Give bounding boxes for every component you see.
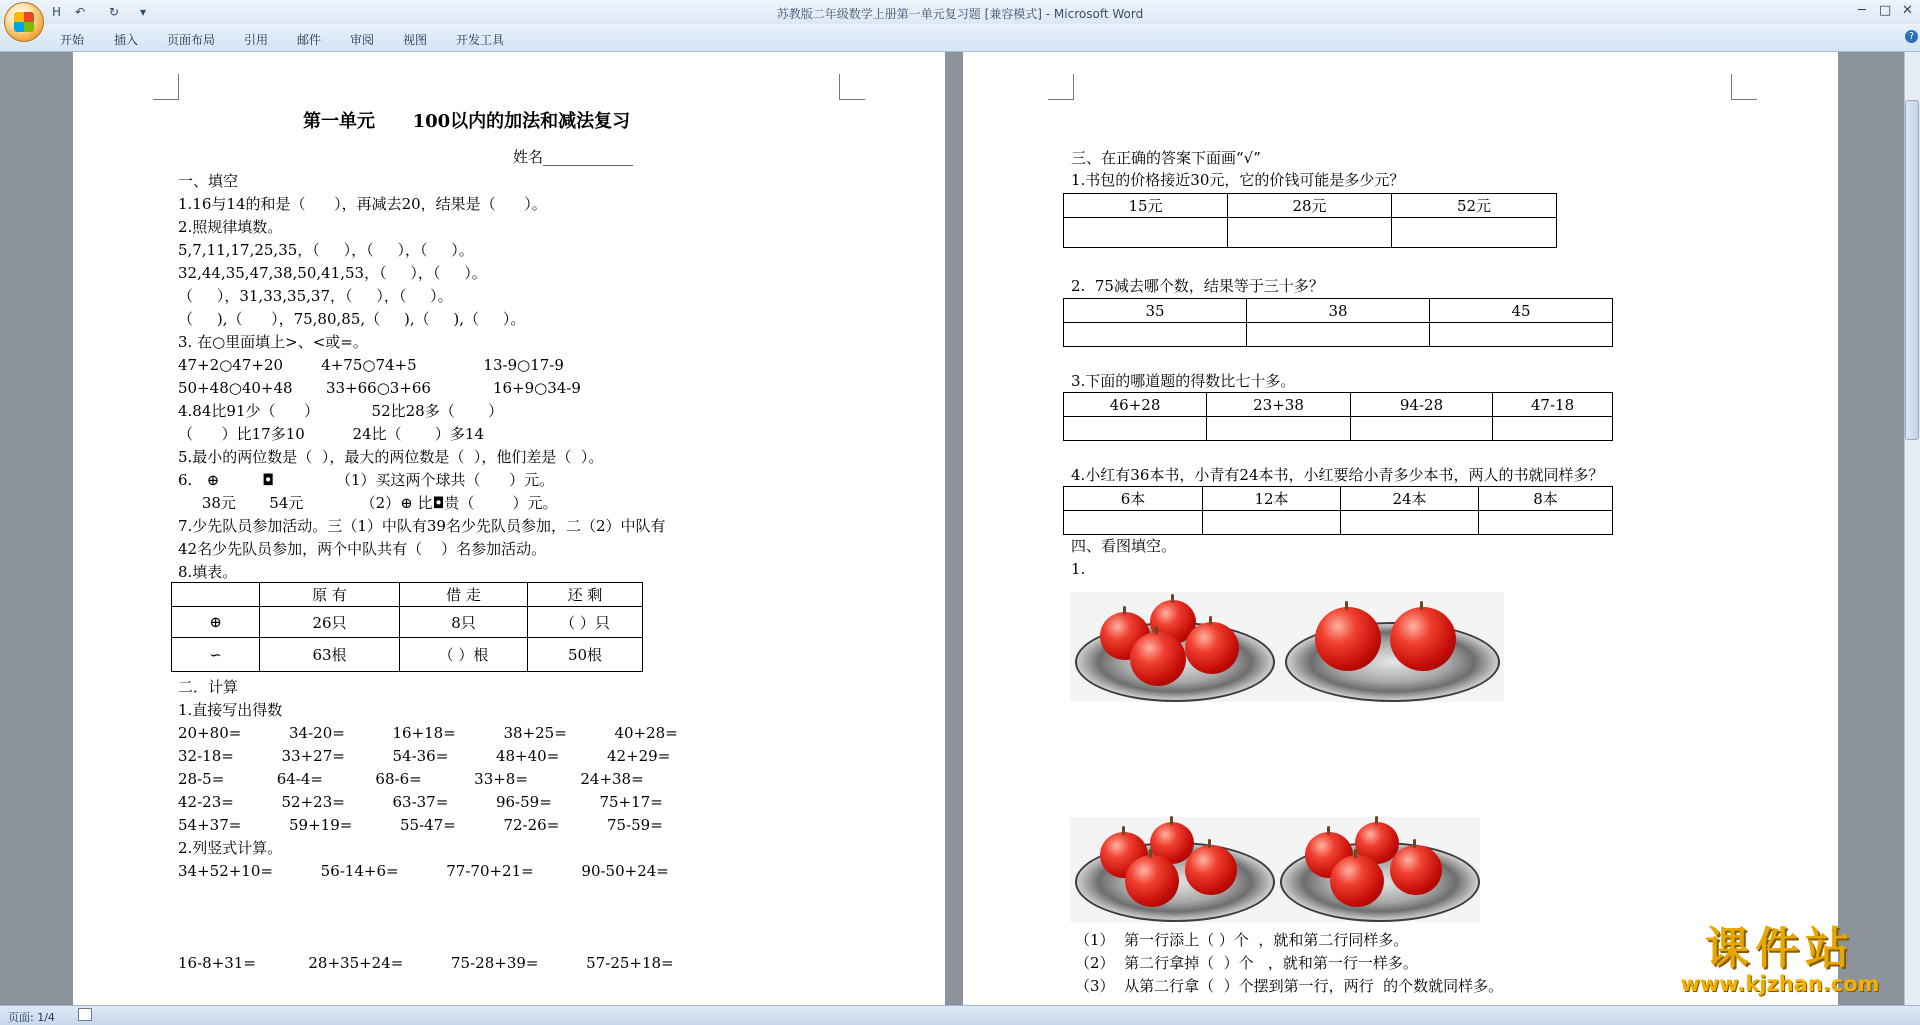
calc-line: 34+52+10= 56-14+6= 77-70+21= 90-50+24= xyxy=(178,862,669,880)
status-bar xyxy=(0,1005,1920,1025)
option-cell: 52元 xyxy=(1392,194,1557,218)
table-cell: 26只 xyxy=(260,607,400,638)
name-line: 姓名____________ xyxy=(513,148,634,166)
option-cell: 45 xyxy=(1430,299,1613,323)
question-line: （ ），31,33,35,37，（ ），（ ）。 xyxy=(178,287,453,305)
option-cell: 94-28 xyxy=(1351,393,1493,417)
option-cell: 28元 xyxy=(1228,194,1392,218)
question-line: 8.填表。 xyxy=(178,563,238,581)
q4-line: （2） 第二行拿掉（ ）个 ，就和第一行一样多。 xyxy=(1075,954,1418,972)
table-cell: 63根 xyxy=(260,638,400,672)
table-row xyxy=(172,638,643,672)
q3-4-table xyxy=(1063,486,1613,535)
question-line: 1.16与14的和是（ ），再减去20，结果是（ ）。 xyxy=(178,195,547,213)
question-line: 6. ⊕ ◘ （1）买这两个球共（ ）元。 xyxy=(178,471,555,489)
scrollbar-thumb[interactable] xyxy=(1905,100,1919,440)
table-cell: ⊕ xyxy=(172,607,260,638)
proofing-icon[interactable] xyxy=(78,1008,92,1021)
answer-cell[interactable] xyxy=(1207,417,1351,441)
answer-cell[interactable] xyxy=(1341,511,1479,535)
tab-insert[interactable]: 插入 xyxy=(114,33,139,47)
document-page-2[interactable] xyxy=(963,52,1838,1005)
q3-2-text: 2. 75减去哪个数，结果等于三十多？ xyxy=(1071,277,1324,295)
calc-line: 32-18= 33+27= 54-36= 48+40= 42+29= xyxy=(178,747,671,765)
calc-line: 2.列竖式计算。 xyxy=(178,839,283,857)
option-cell: 24本 xyxy=(1341,487,1479,511)
answer-cell[interactable] xyxy=(1203,511,1341,535)
table-header xyxy=(172,583,260,607)
question-line: 47+2○47+20 4+75○74+5 13-9○17-9 xyxy=(178,356,564,374)
q4-1-label: 1. xyxy=(1071,560,1086,578)
save-icon[interactable]: H xyxy=(52,5,62,19)
option-cell: 38 xyxy=(1247,299,1430,323)
question-line: 一、填空 xyxy=(178,172,239,190)
calc-line: 16-8+31= 28+35+24= 75-28+39= 57-25+18= xyxy=(178,954,674,972)
table-header: 还 剩 xyxy=(528,583,643,607)
option-cell: 46+28 xyxy=(1064,393,1207,417)
minimize-button[interactable]: ─ xyxy=(1858,3,1866,18)
calc-line: 54+37= 59+19= 55-47= 72-26= 75-59= xyxy=(178,816,663,834)
apple xyxy=(1390,845,1442,895)
apple xyxy=(1185,845,1237,895)
table-cell: （ ）只 xyxy=(528,607,643,638)
question-line: 7.少先队员参加活动。三（1）中队有39名少先队员参加，二（2）中队有 xyxy=(178,517,666,535)
undo-icon[interactable]: ↶ xyxy=(75,5,86,19)
option-cell: 15元 xyxy=(1064,194,1228,218)
tab-references[interactable]: 引用 xyxy=(244,33,269,47)
question-line: 4.84比91少（ ） 52比28多（ ） xyxy=(178,402,504,420)
watermark-text: 课件站 xyxy=(1705,923,1855,974)
tab-view[interactable]: 视图 xyxy=(403,33,428,47)
office-button[interactable] xyxy=(4,2,44,42)
calc-line: 二．计算 xyxy=(178,678,239,696)
q3-1-table xyxy=(1063,193,1557,248)
tab-home[interactable]: 开始 xyxy=(60,33,85,47)
table-cell: 50根 xyxy=(528,638,643,672)
page-title: 第一单元 100以内的加法和减法复习 xyxy=(303,111,631,132)
question-line: （ ),（ ），75,80,85,（ ),（ ),（ ）。 xyxy=(178,310,526,328)
question-line: 38元 54元 （2）⊕ 比◘贵（ ）元。 xyxy=(178,494,558,512)
crop-mark xyxy=(1731,74,1757,100)
question-line: 2.照规律填数。 xyxy=(178,218,283,236)
table-header: 原 有 xyxy=(260,583,400,607)
option-cell: 47-18 xyxy=(1493,393,1613,417)
table-row xyxy=(172,607,643,638)
answer-cell[interactable] xyxy=(1064,323,1247,347)
ribbon-tab-bar xyxy=(0,24,1920,52)
question-line: 5.最小的两位数是（ ），最大的两位数是（ ），他们差是（ ）。 xyxy=(178,448,604,466)
q4-line: （3） 从第二行拿（ ）个摆到第一行，两行 的个数就同样多。 xyxy=(1075,977,1504,995)
redo-icon[interactable]: ↻ xyxy=(109,5,120,19)
calc-line: 42-23= 52+23= 63-37= 96-59= 75+17= xyxy=(178,793,663,811)
document-page-1[interactable] xyxy=(73,52,945,1005)
office-logo-icon xyxy=(14,12,34,32)
answer-cell[interactable] xyxy=(1430,323,1613,347)
calc-line: 20+80= 34-20= 16+18= 38+25= 40+28= xyxy=(178,724,678,742)
answer-cell[interactable] xyxy=(1064,417,1207,441)
question-line: 50+48○40+48 33+66○3+66 16+9○34-9 xyxy=(178,379,581,397)
apple xyxy=(1130,632,1186,686)
q3-title: 三、在正确的答案下面画“√” xyxy=(1071,149,1261,167)
q3-4-text: 4.小红有36本书，小青有24本书，小红要给小青多少本书，两人的书就同样多？ xyxy=(1071,466,1604,484)
apple xyxy=(1330,855,1384,907)
answer-cell[interactable] xyxy=(1392,218,1557,248)
q4-line: （1） 第一行添上（ ）个 ，就和第二行同样多。 xyxy=(1075,931,1409,949)
tab-review[interactable]: 审阅 xyxy=(350,33,375,47)
watermark-url: www.kjzhan.com xyxy=(1680,972,1880,996)
answer-cell[interactable] xyxy=(1247,323,1430,347)
answer-cell[interactable] xyxy=(1064,218,1228,248)
apple xyxy=(1125,855,1179,907)
option-cell: 35 xyxy=(1064,299,1247,323)
crop-mark xyxy=(153,74,179,100)
apple xyxy=(1185,622,1239,674)
quick-access-more-icon[interactable]: ▾ xyxy=(140,5,147,19)
crop-mark xyxy=(1048,74,1074,100)
apple xyxy=(1315,607,1381,671)
table-header: 借 走 xyxy=(400,583,528,607)
close-button[interactable]: ✕ xyxy=(1902,3,1913,18)
tab-mailings[interactable]: 邮件 xyxy=(297,33,322,47)
option-cell: 23+38 xyxy=(1207,393,1351,417)
answer-cell[interactable] xyxy=(1479,511,1613,535)
table-cell: （ ）根 xyxy=(400,638,528,672)
apple xyxy=(1390,607,1456,671)
table-header-row xyxy=(172,583,643,607)
apple-image-row-1 xyxy=(1070,592,1504,702)
restore-button[interactable]: □ xyxy=(1879,3,1892,18)
answer-cell[interactable] xyxy=(1064,511,1203,535)
question-line: 3. 在○里面填上>、<或=。 xyxy=(178,333,368,351)
q4-title: 四、看图填空。 xyxy=(1071,537,1177,555)
site-watermark xyxy=(1660,925,1900,995)
question-line: 32,44,35,47,38,50,41,53，（ ），（ ）。 xyxy=(178,264,487,282)
window-title: 苏教版二年级数学上册第一单元复习题 [兼容模式] - Microsoft Word xyxy=(776,7,1144,21)
q3-2-table xyxy=(1063,298,1613,347)
table-cell: 8只 xyxy=(400,607,528,638)
question-line: 42名少先队员参加，两个中队共有（ ）名参加活动。 xyxy=(178,540,547,558)
answer-cell[interactable] xyxy=(1351,417,1493,441)
answer-cell[interactable] xyxy=(1493,417,1613,441)
calc-line: 1.直接写出得数 xyxy=(178,701,283,719)
crop-mark xyxy=(839,74,865,100)
page-indicator[interactable]: 页面: 1/4 xyxy=(8,1011,55,1024)
answer-cell[interactable] xyxy=(1228,218,1392,248)
option-cell: 12本 xyxy=(1203,487,1341,511)
question-line: （ ）比17多10 24比（ ）多14 xyxy=(178,425,485,443)
option-cell: 6本 xyxy=(1064,487,1203,511)
table-cell: ∽ xyxy=(172,638,260,672)
tab-page-layout[interactable]: 页面布局 xyxy=(167,33,216,47)
q3-3-text: 3.下面的哪道题的得数比七十多。 xyxy=(1071,372,1296,390)
q3-1-text: 1.书包的价格接近30元，它的价钱可能是多少元？ xyxy=(1071,171,1405,189)
tab-developer[interactable]: 开发工具 xyxy=(456,33,505,47)
title-bar xyxy=(0,0,1920,24)
option-cell: 8本 xyxy=(1479,487,1613,511)
calc-line: 28-5= 64-4= 68-6= 33+8= 24+38= xyxy=(178,770,644,788)
help-icon[interactable]: ? xyxy=(1905,30,1918,43)
question-line: 5,7,11,17,25,35，（ ），（ ），（ ）。 xyxy=(178,241,474,259)
apple-image-row-2 xyxy=(1070,817,1480,922)
q3-3-table xyxy=(1063,392,1613,441)
fill-table xyxy=(171,582,643,672)
